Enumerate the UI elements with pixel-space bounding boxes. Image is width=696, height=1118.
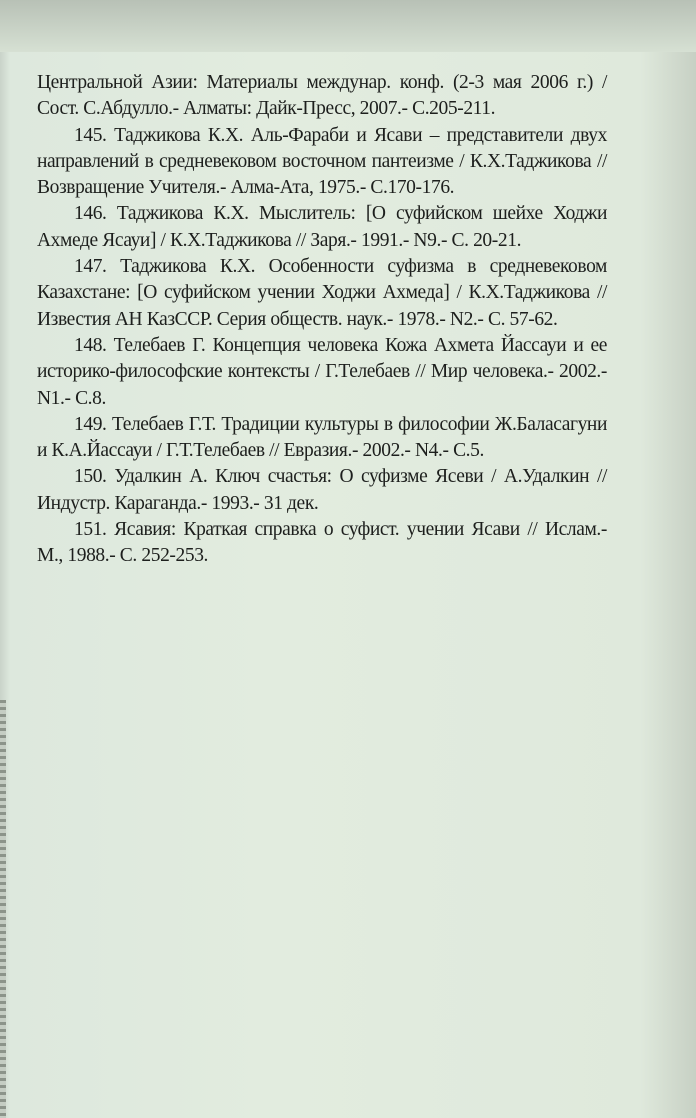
bibliography-entry-150: 150. Удалкин А. Ключ счастья: О суфизме Ясеви / А.Удалкин // Индустр. Караганда.- 1993.- 31 дек.	[37, 466, 607, 514]
bibliography-entry-151: 151. Ясавия: Краткая справка о суфист. учении Ясави // Ислам.- М., 1988.- С. 252-253.	[37, 519, 607, 567]
scan-top-edge	[0, 0, 696, 52]
scan-binding-edge	[0, 700, 6, 1118]
bibliography-entry-148: 148. Телебаев Г. Концепция человека Кожа Ахмета Йассауи и ее историко-философские контексты / Г.Телебаев // Мир человека.- 2002.- N1.- С.8.	[37, 334, 607, 409]
bibliography-entry-149: 149. Телебаев Г.Т. Традиции культуры в философии Ж.Баласагуни и К.А.Йассауи / Г.Т.Телебаев // Евразия.- 2002.- N4.- С.5.	[37, 413, 607, 462]
bibliography-entry-147: 147. Таджикова К.Х. Особенности суфизма в средневековом Казахстане: [О суфийском учении Ходжи Ахмеда] / К.Х.Таджикова // Известия АН КазССР. Серия обществ. наук.- 1978.- N2.- С. 57-62.	[37, 256, 607, 330]
bibliography-entry-continuation: Центральной Азии: Материалы междунар. конф. (2-3 мая 2006 г.) / Сост. С.Абдулло.- Алматы: Дайк-Пресс, 2007.- С.205-211.	[37, 72, 607, 120]
bibliography-page	[37, 70, 607, 570]
bibliography-entry-146: 146. Таджикова К.Х. Мыслитель: [О суфийском шейхе Ходжи Ахмеде Ясауи] / К.Х.Таджикова // Заря.- 1991.- N9.- С. 20-21.	[37, 203, 607, 251]
bibliography-entry-145: 145. Таджикова К.Х. Аль-Фараби и Ясави – представители двух направлений в средневековом восточном пантеизме / К.Х.Таджикова // Возвращение Учителя.- Алма-Ата, 1975.- С.170-176.	[37, 124, 607, 199]
